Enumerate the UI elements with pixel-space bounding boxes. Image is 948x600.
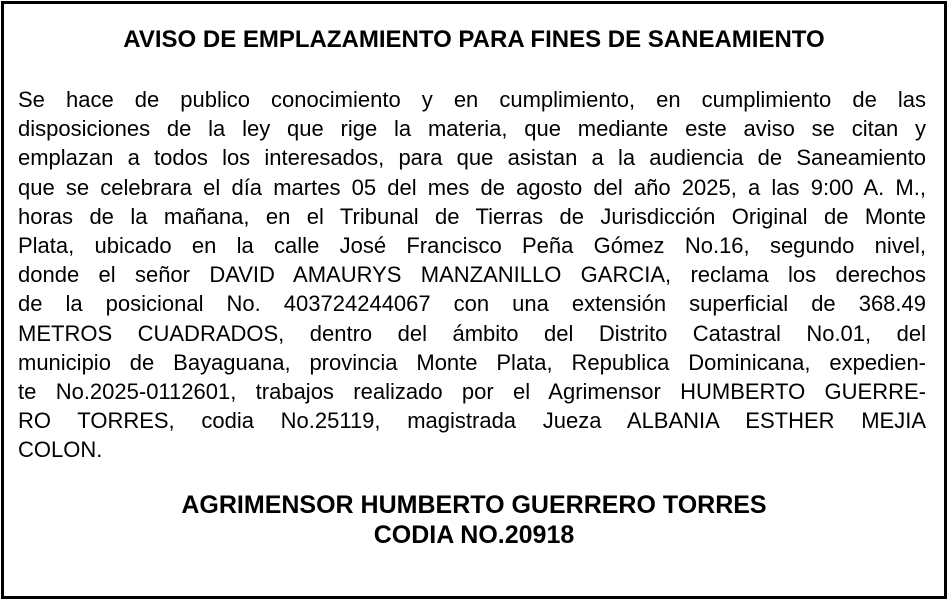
body-line: emplazan a todos los interesados, para que asistan a la audiencia de Saneamiento — [18, 145, 926, 171]
body-line: te No.2025-0112601, trabajos realizado por el Agrimensor HUMBERTO GUERRE- — [18, 379, 926, 405]
body-line: municipio de Bayaguana, provincia Monte Plata, Republica Dominicana, expedien- — [18, 349, 926, 375]
notice-title: AVISO DE EMPLAZAMIENTO PARA FINES DE SANEAMIENTO — [123, 26, 825, 53]
signature-block — [4, 490, 944, 550]
signature-name: AGRIMENSOR HUMBERTO GUERRERO TORRES — [181, 491, 767, 519]
body-line: Se hace de publico conocimiento y en cumplimiento, en cumplimiento de las — [18, 87, 926, 112]
body-line: de la posicional No. 403724244067 con una extensión superficial de 368.49 — [18, 291, 926, 317]
body-line: horas de la mañana, en el Tribunal de Tierras de Jurisdicción Original de Monte — [18, 203, 926, 229]
body-line: METROS CUADRADOS, dentro del ámbito del Distrito Catastral No.01, del — [18, 320, 926, 346]
body-line: disposiciones de la ley que rige la materia, que mediante este aviso se citan y — [18, 116, 926, 142]
legal-notice — [1, 1, 947, 599]
notice-body — [18, 85, 926, 465]
body-line: RO TORRES, codia No.25119, magistrada Jueza ALBANIA ESTHER MEJIA — [18, 408, 926, 434]
body-line: Plata, ubicado en la calle José Francisco Peña Gómez No.16, segundo nivel, — [18, 233, 926, 259]
body-line: que se celebrara el día martes 05 del mes de agosto del año 2025, a las 9:00 A. M., — [18, 174, 926, 200]
body-line: COLON. — [18, 437, 103, 463]
body-line: donde el señor DAVID AMAURYS MANZANILLO GARCIA, reclama los derechos — [18, 262, 926, 288]
signature-codia: CODIA NO.20918 — [373, 521, 575, 549]
